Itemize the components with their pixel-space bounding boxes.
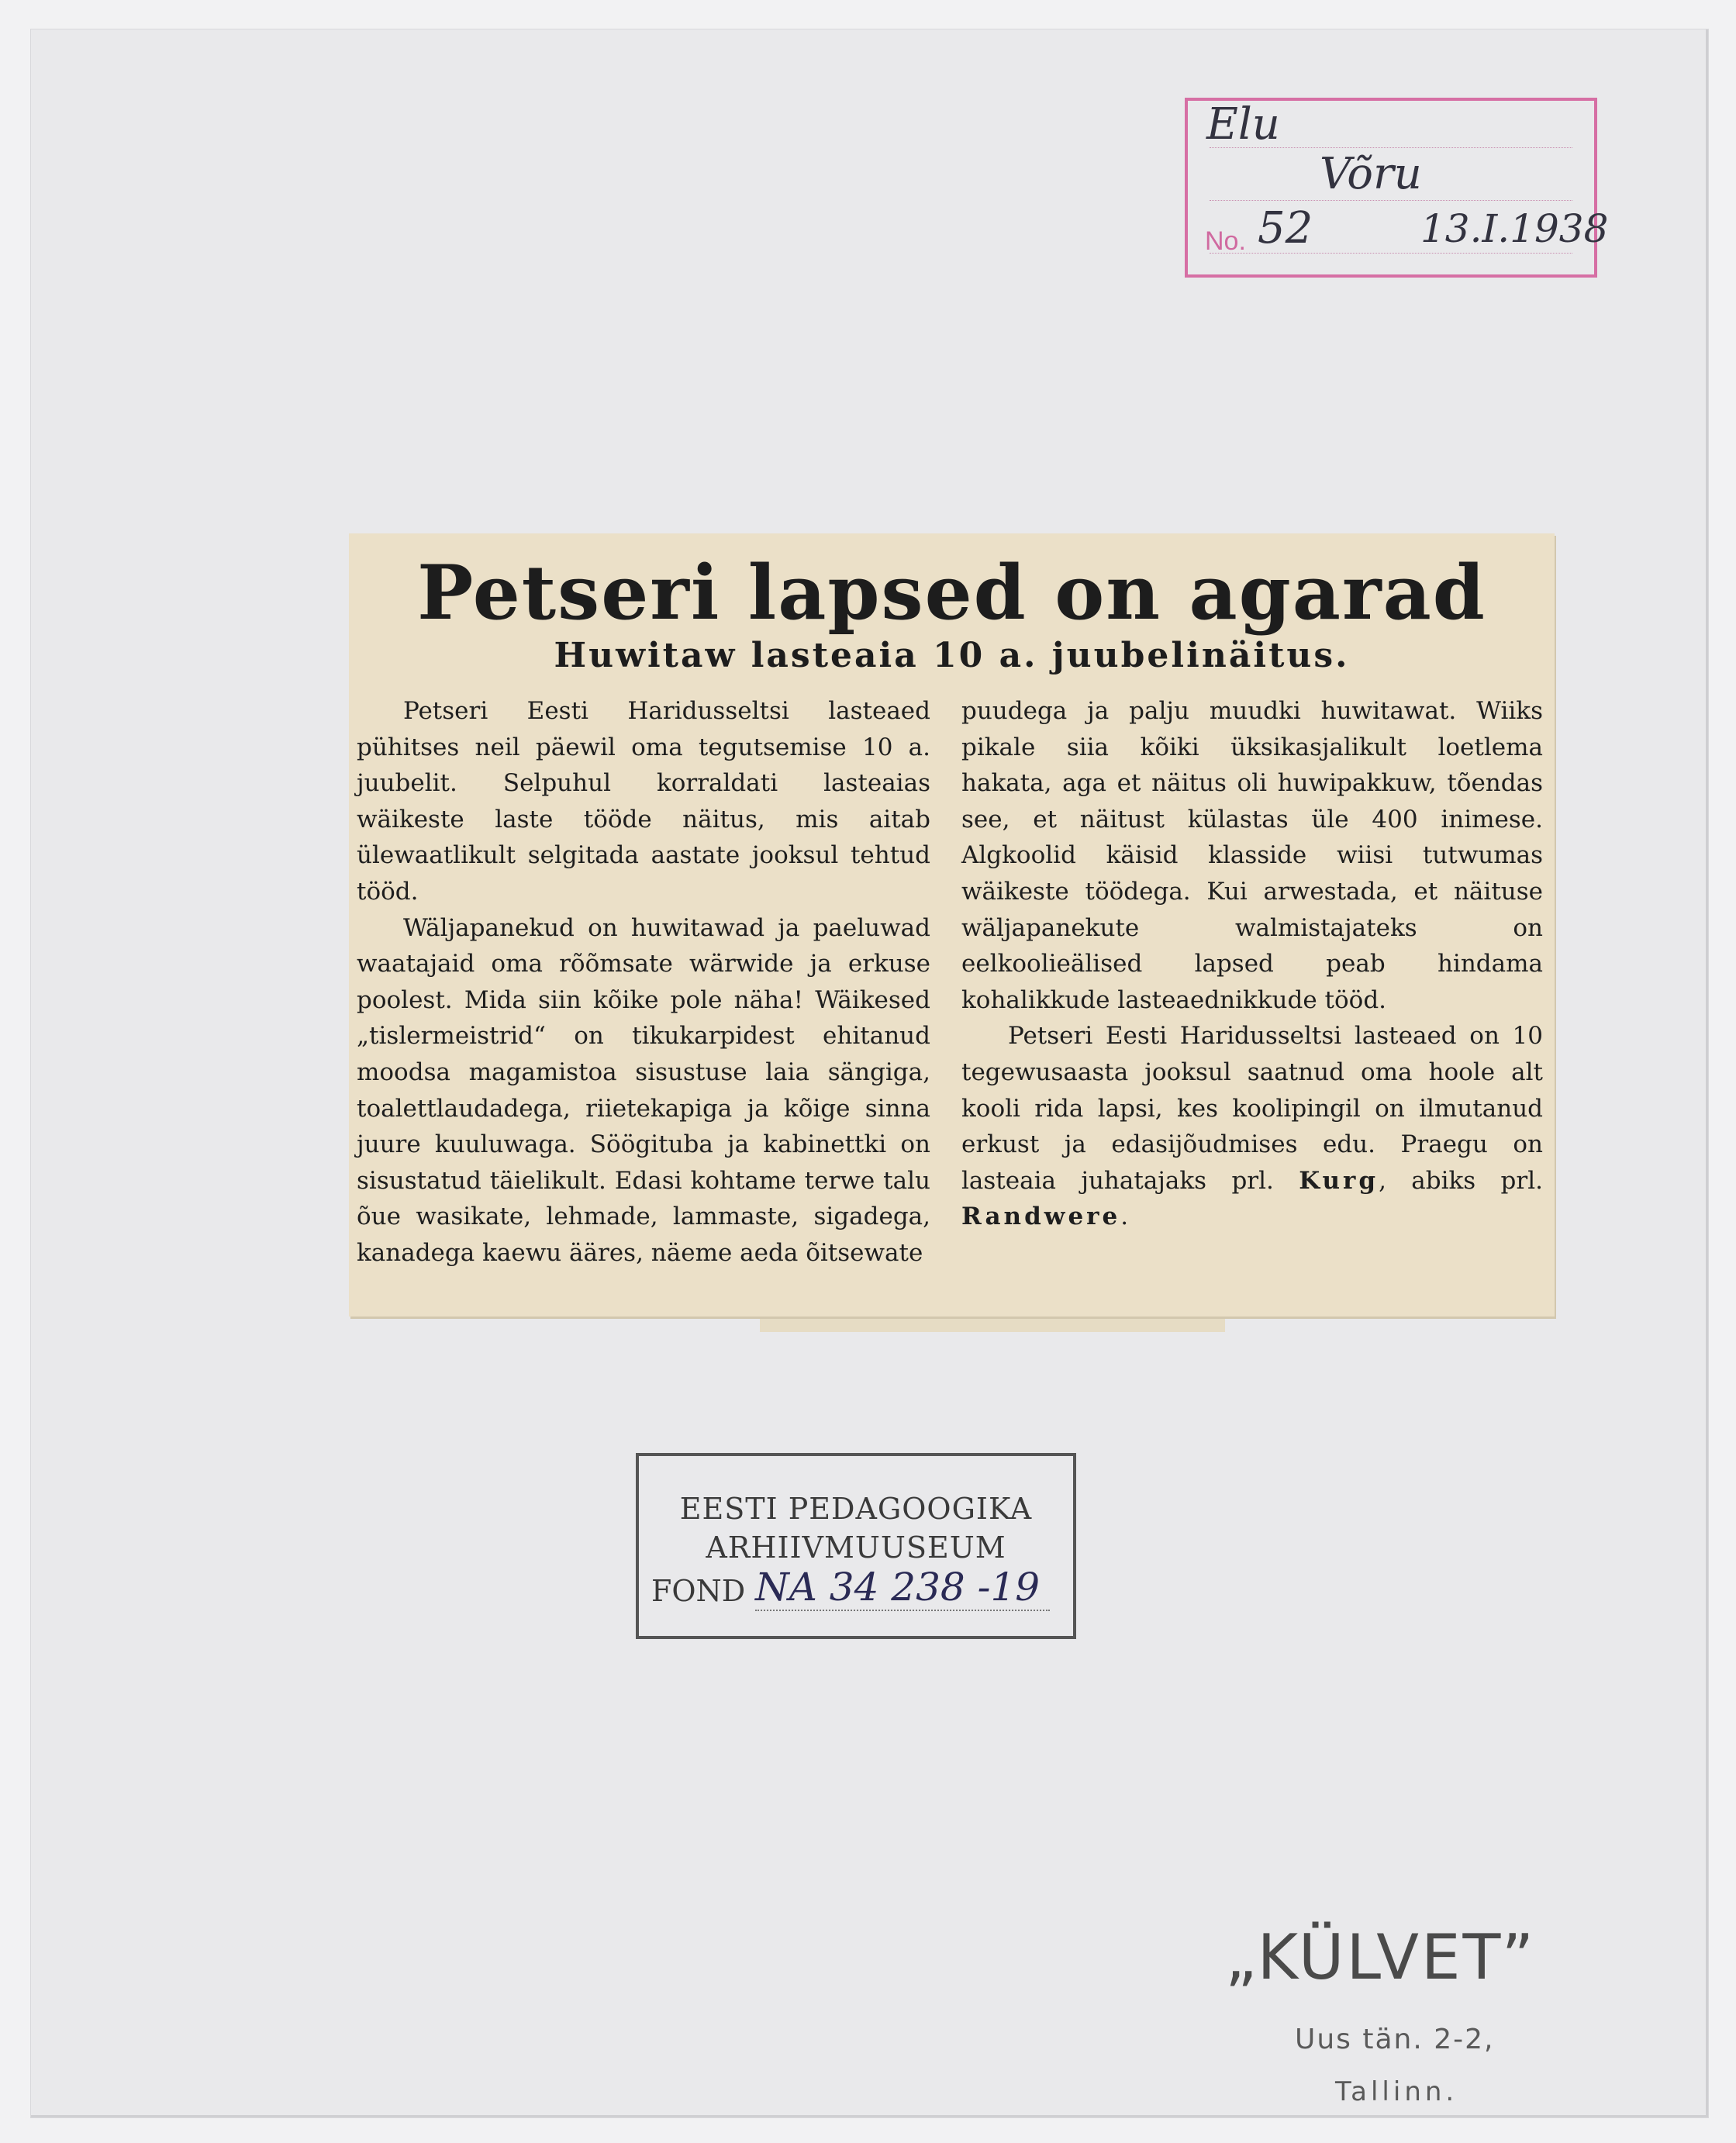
person-name: Kurg [1299,1166,1379,1195]
newspaper-clipping [349,533,1555,1317]
museum-name-line2: ARHIIVMUUSEUM [706,1530,1006,1565]
article-paragraph: Wäljapanekud on huwitawad ja paeluwad waatajaid oma rõõmsate wärwide ja erkuse poolest. Mida siin kõike pole näha! Wäikesed „tislermeistrid“ on tikukarpidest ehitanud moodsa magamistoa sisustuse laia sängiga, toalettlaudadega, riietekapiga ja kõige sinna juure kuuluwaga. Söögituba ja kabinettki on sisustatud täielikult. Edasi kohtame terwe talu õue wasikate, lehmade, lammaste, sigadega, kanadega kaewu ääres, näeme aeda õitsewate [357,913,930,1267]
museum-name-line1: EESTI PEDAGOOGIKA [679,1492,1033,1526]
archive-page [31,29,1708,2117]
clipping-left-column [357,693,930,1272]
fond-label: FOND [651,1574,746,1608]
fond-value: NA 34 238 -19 [755,1565,1050,1611]
article-text: . [1120,1203,1129,1231]
clipping-headline: Petseri lapsed on agarad [417,549,1486,637]
stamp-number-label: No. [1205,226,1246,256]
article-paragraph: puudega ja palju muudki huwitawat. Wiiks pikale siia kõiki üksikasjalikult loetlema hakata, aga et näitus oli huwipakkuw, tõendas see, et näitust külastas üle 400 inimese. Algkoolid käisid klasside wiisi tutwumas wäikeste töödega. Kui arwestada, et näituse wäljapanekute walmistajateks on eelkoolieälised lapsed peab hindama kohalikkude lasteaednikkude tööd. [961,697,1543,1014]
stamp-number: 52 [1258,203,1313,254]
stamp-publication: Elu [1206,99,1280,150]
publisher-imprint: „KÜLVET” [1225,1921,1537,1993]
article-paragraph [961,1018,1543,1235]
catalog-stamp [1185,98,1609,278]
article-paragraph: Petseri Eesti Haridusseltsi lasteaed pühitses neil päewil oma tegutsemise 10 a. juubelit. Selpuhul korraldati lasteaias wäikeste laste tööde näitus, mis aitab ülewaatlikult selgitada aastate jooksul tehtud tööd. [357,697,930,906]
article-text: , abiks prl. [1379,1166,1543,1195]
publisher-address-line2: Tallinn. [1335,2076,1458,2107]
article-text: Petseri Eesti Haridusseltsi lasteaed on 10 tegewusaasta jooksul saatnud oma hoole alt kooli rida lapsi, kes koolipingil on ilmutanud erkust ja edasijõudmises edu. Praegu on lasteaia juhatajaks prl. [961,1022,1543,1195]
museum-stamp [636,1453,1076,1639]
person-name: Randwere [961,1203,1121,1231]
publisher-address-line1: Uus tän. 2-2, [1295,2024,1495,2055]
clipping-subheadline: Huwitaw lasteaia 10 a. juubelinäitus. [554,636,1350,675]
stamp-date: 13.I.1938 [1420,206,1609,251]
clipping-right-column [961,693,1543,1235]
stamp-place: Võru [1320,149,1422,199]
clipping-tail [760,1317,1225,1332]
